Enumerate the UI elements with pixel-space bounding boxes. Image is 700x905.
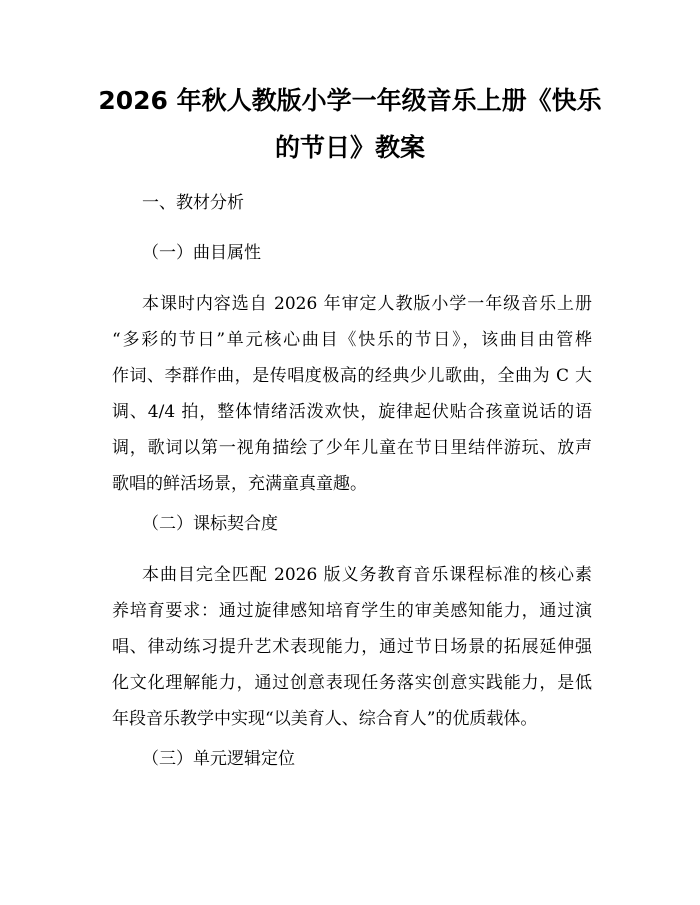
paragraph-line: 调、4/4 拍，整体情绪活泼欢快，旋律起伏贴合孩童说话的语 <box>112 402 592 422</box>
subsection-heading-unit-positioning: （三）单元逻辑定位 <box>142 749 295 769</box>
paragraph-line: 本课时内容选自 2026 年审定人教版小学一年级音乐上册 <box>142 294 592 314</box>
paragraph-line: 歌唱的鲜活场景，充满童真童趣。 <box>112 474 367 494</box>
paragraph-song-attributes <box>112 286 592 502</box>
paragraph-line: 作词、李群作曲，是传唱度极高的经典少儿歌曲，全曲为 C 大 <box>112 366 592 386</box>
document-title-line-1: 2026 年秋人教版小学一年级音乐上册《快乐 <box>98 86 602 115</box>
subsection-heading-curriculum-fit: （二）课标契合度 <box>142 514 278 534</box>
document-title-line-2: 的节日》教案 <box>274 133 425 162</box>
paragraph-line: 化文化理解能力，通过创意表现任务落实创意实践能力，是低 <box>112 673 592 693</box>
paragraph-line: 调，歌词以第一视角描绘了少年儿童在节日里结伴游玩、放声 <box>112 438 592 458</box>
paragraph-line: 本曲目完全匹配 2026 版义务教育音乐课程标准的核心素 <box>142 565 592 585</box>
paragraph-line: 养培育要求：通过旋律感知培育学生的审美感知能力，通过演 <box>112 601 592 621</box>
paragraph-line: “多彩的节日”单元核心曲目《快乐的节日》，该曲目由管桦 <box>112 330 592 350</box>
subsection-heading-song-attributes: （一）曲目属性 <box>142 243 261 263</box>
paragraph-line: 唱、律动练习提升艺术表现能力，通过节日场景的拓展延伸强 <box>112 637 592 657</box>
paragraph-line: 年段音乐教学中实现“以美育人、综合育人”的优质载体。 <box>112 709 538 729</box>
section-heading-teaching-material-analysis: 一、教材分析 <box>142 193 244 213</box>
paragraph-curriculum-fit <box>112 557 592 737</box>
